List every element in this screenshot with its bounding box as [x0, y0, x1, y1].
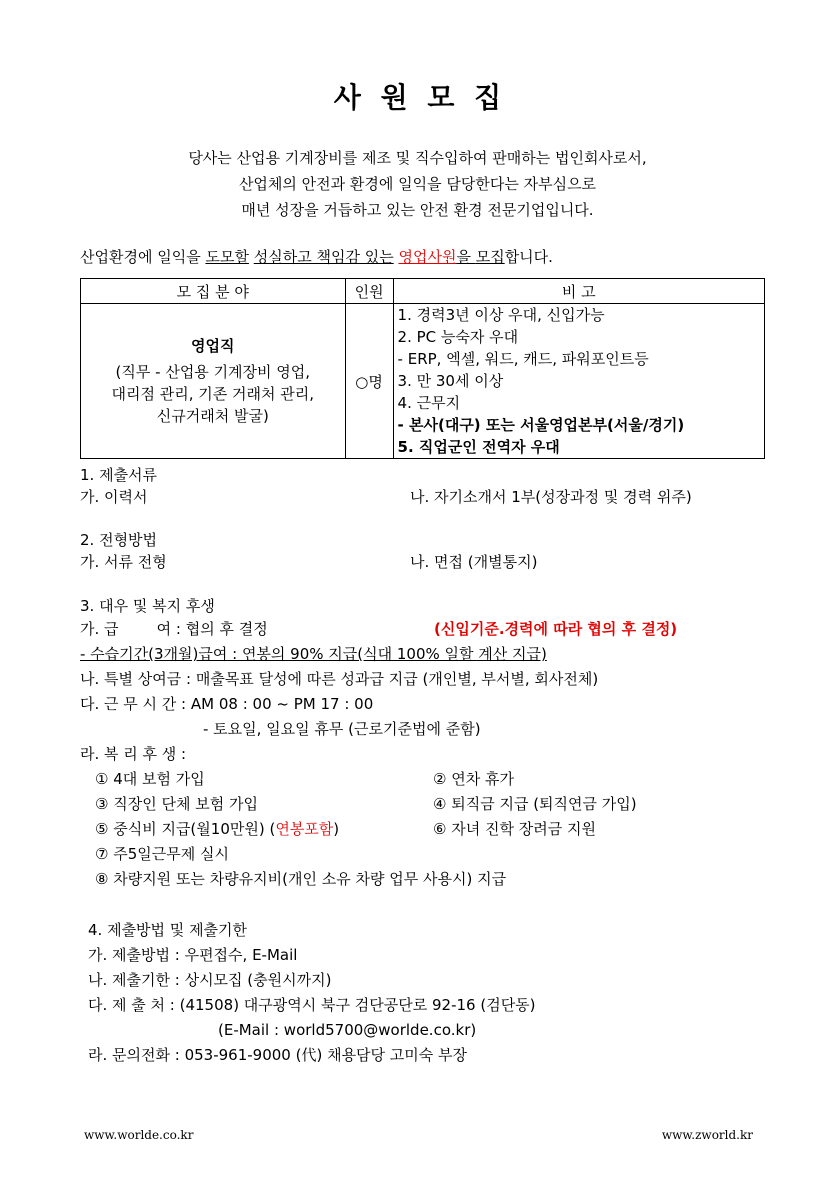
welfare-item: ① 4대 보험 가입	[95, 770, 205, 788]
page-title: 사 원 모 집	[333, 81, 502, 114]
footer-left-url[interactable]: www.worlde.co.kr	[84, 1128, 194, 1142]
field-desc-1: (직무 - 산업용 기계장비 영업,	[115, 363, 311, 381]
probation-pay: - 수습기간(3개월)급여 : 연봉의 90% 지급(식대 100% 일할 계산 지급)	[80, 645, 547, 663]
welfare-item: ⑤ 중식비 지급(월10만원) (연봉포함)	[95, 820, 340, 838]
note-4: 3. 만 30세 이상	[397, 372, 504, 390]
header-notes: 비 고	[393, 279, 764, 304]
welfare-item: ⑦ 주5일근무제 실시	[95, 845, 229, 863]
sec1-heading: 1. 제출서류	[80, 466, 158, 484]
field-desc-2: 대리점 관리, 기존 거래처 관리,	[111, 385, 315, 403]
intro-line-3: 매년 성장을 거듭하고 있는 안전 환경 전문기업입니다.	[241, 201, 594, 219]
salary-label: 가. 급 여 : 협의 후 결정	[80, 620, 268, 638]
header-count: 인원	[345, 279, 393, 304]
table-row	[81, 304, 765, 459]
welfare-item: ④ 퇴직금 지급 (퇴직연금 가입)	[433, 795, 637, 813]
note-1: 1. 경력3년 이상 우대, 신입가능	[397, 306, 605, 324]
sec2-heading: 2. 전형방법	[80, 531, 158, 549]
sec4-item-a: 가. 제출방법 : 우편접수, E-Mail	[88, 946, 298, 964]
intro-line-1: 당사는 산업용 기계장비를 제조 및 직수입하여 판매하는 법인회사로서,	[188, 149, 647, 167]
sec1-item-a: 가. 이력서	[80, 488, 148, 506]
sec2-item-a: 가. 서류 전형	[80, 553, 167, 571]
footer-right-url[interactable]: www.zworld.kr	[661, 1128, 753, 1142]
welfare-item: ② 연차 휴가	[433, 770, 514, 788]
count-cell: ○명	[345, 304, 393, 459]
header-field: 모 집 분 야	[81, 279, 346, 304]
notes-cell	[393, 304, 764, 459]
sec4-email: (E-Mail : world5700@worlde.co.kr)	[218, 1021, 477, 1039]
welfare-item: ⑧ 차량지원 또는 차량유지비(개인 소유 차량 업무 사용시) 지급	[95, 870, 507, 888]
note-6: - 본사(대구) 또는 서울영업본부(서울/경기)	[397, 416, 685, 434]
note-5: 4. 근무지	[397, 394, 461, 412]
note-2: 2. PC 능숙자 우대	[397, 328, 519, 346]
sec4-item-b: 나. 제출기한 : 상시모집 (충원시까지)	[88, 971, 332, 989]
sec3-heading: 3. 대우 및 복지 후생	[80, 597, 215, 615]
note-7: 5. 직업군인 전역자 우대	[397, 438, 560, 456]
sec4-item-c: 다. 제 출 처 : (41508) 대구광역시 북구 검단공단로 92-16 (검단동)	[88, 996, 536, 1014]
welfare-item: ③ 직장인 단체 보험 가입	[95, 795, 258, 813]
welfare-heading: 라. 복 리 후 생 :	[80, 745, 187, 763]
sec1-item-b: 나. 자기소개서 1부(성장과정 및 경력 위주)	[410, 488, 692, 506]
sec2-item-b: 나. 면접 (개별통지)	[410, 553, 538, 571]
field-desc-3: 신규거래처 발굴)	[156, 407, 269, 425]
holiday-line: - 토요일, 일요일 휴무 (근로기준법에 준함)	[203, 720, 481, 738]
bonus-line: 나. 특별 상여금 : 매출목표 달성에 따른 성과급 지급 (개인별, 부서별, 회사전체)	[80, 670, 599, 688]
work-hours: 다. 근 무 시 간 : AM 08 : 00 ~ PM 17 : 00	[80, 695, 374, 713]
field-title: 영업직	[191, 337, 235, 355]
sec4-item-d: 라. 문의전화 : 053-961-9000 (代) 채용담당 고미숙 부장	[88, 1046, 468, 1064]
lead-sentence: 산업환경에 일익을 도모할 성실하고 책임감 있는 영업사원을 모집합니다.	[80, 248, 553, 266]
field-cell	[81, 304, 346, 459]
welfare-item: ⑥ 자녀 진학 장려금 지원	[433, 820, 596, 838]
intro-line-2: 산업체의 안전과 환경에 일익을 담당한다는 자부심으로	[238, 175, 597, 193]
recruit-table	[80, 278, 765, 459]
table-header-row	[81, 279, 765, 304]
sec4-heading: 4. 제출방법 및 제출기한	[88, 921, 248, 939]
note-3: - ERP, 엑셀, 워드, 캐드, 파워포인트등	[397, 350, 649, 368]
salary-note: (신입기준.경력에 따라 협의 후 결정)	[434, 620, 678, 638]
